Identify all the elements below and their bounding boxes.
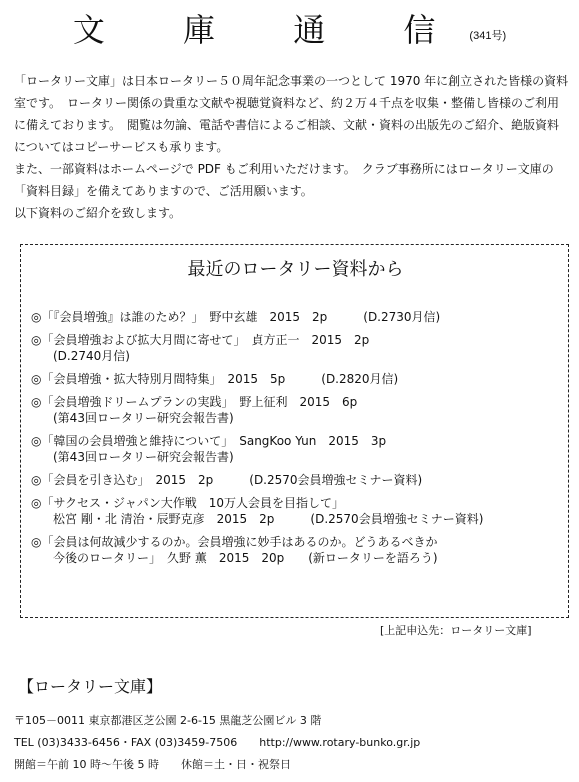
item-line-detail: (D.2740月信): [53, 349, 130, 363]
item-line: ◎「『会員増強』は誰のため？」 野中玄雄 2015 2p (D.2730月信): [31, 310, 441, 324]
recent-materials-box: [20, 244, 569, 618]
list-item: [31, 495, 561, 527]
newsletter-title: [0, 10, 579, 56]
list-item: [31, 394, 561, 426]
organization-name: 【ロータリー文庫】: [18, 677, 163, 696]
item-line: ◎「会員を引き込む」 2015 2p (D.2570会員増強セミナー資料): [31, 473, 423, 487]
list-item: [31, 433, 561, 465]
application-note: [上記申込先：ロータリー文庫]: [380, 624, 532, 637]
item-line: ◎「サクセス・ジャパン大作戦 10万人会員を目指して」: [31, 496, 345, 510]
item-line: ◎「会員増強・拡大特別月間特集」 2015 5p (D.2820月信): [31, 372, 399, 386]
recent-materials-heading: 最近のロータリー資料から: [187, 259, 404, 280]
intro-paragraph: 以下資料のご紹介を致します。: [14, 206, 182, 220]
item-line: ◎「韓国の会員増強と維持について」 SangKoo Yun 2015 3p: [31, 434, 387, 448]
item-line-detail: (第43回ロータリー研究会報告書): [53, 450, 234, 464]
intro-paragraph: 「ロータリー文庫」は日本ロータリー５０周年記念事業の一つとして 1970 年に創立された皆様の資料室です。 ロータリー関係の貴重な文献や視聴覚資料など、約２万４千点を収集・整備し皆様のご利用に備えております。 閲覧は勿論、電話や書信によるご相談、文献・資料の出版先のご紹介、絶版資料についてはコピーサービスも承ります。: [14, 74, 569, 154]
list-item: [31, 332, 561, 364]
contact-info: [14, 710, 574, 776]
opening-hours: 開館＝午前 10 時～午後 5 時 休館＝土・日・祝祭日: [14, 758, 291, 771]
address: 〒105－0011 東京都港区芝公園 2-6-15 黒龍芝公園ビル 3 階: [14, 714, 322, 727]
list-item: [31, 371, 561, 387]
item-line: ◎「会員は何故減少するのか。会員増強に妙手はあるのか。どうあるべきか: [31, 535, 438, 549]
intro-paragraph: また、一部資料はホームページで PDF もご利用いただけます。 クラブ事務所にはロータリー文庫の「資料目録」を備えてありますので、ご活用願います。: [14, 162, 554, 198]
list-item: [31, 472, 561, 488]
list-item: [31, 309, 561, 325]
issue-number: (341号): [469, 30, 507, 42]
item-line: ◎「会員増強および拡大月間に寄せて」 貞方正一 2015 2p: [31, 333, 370, 347]
item-line-detail: (第43回ロータリー研究会報告書): [53, 411, 234, 425]
recent-materials-list: [31, 309, 561, 573]
title-text: 文 庫 通 信: [72, 11, 470, 49]
item-line-detail: 松宮 剛・北 清治・辰野克彦 2015 2p (D.2570会員増強セミナー資料): [53, 512, 484, 526]
intro-text: [14, 70, 569, 224]
item-line-detail: 今後のロータリー」 久野 薫 2015 20p (新ロータリーを語ろう): [53, 551, 438, 565]
item-line: ◎「会員増強ドリームプランの実践」 野上征利 2015 6p: [31, 395, 358, 409]
phone-fax-url[interactable]: TEL (03)3433-6456・FAX (03)3459-7506 http://www.rotary-bunko.gr.jp: [14, 736, 421, 749]
list-item: [31, 534, 561, 566]
